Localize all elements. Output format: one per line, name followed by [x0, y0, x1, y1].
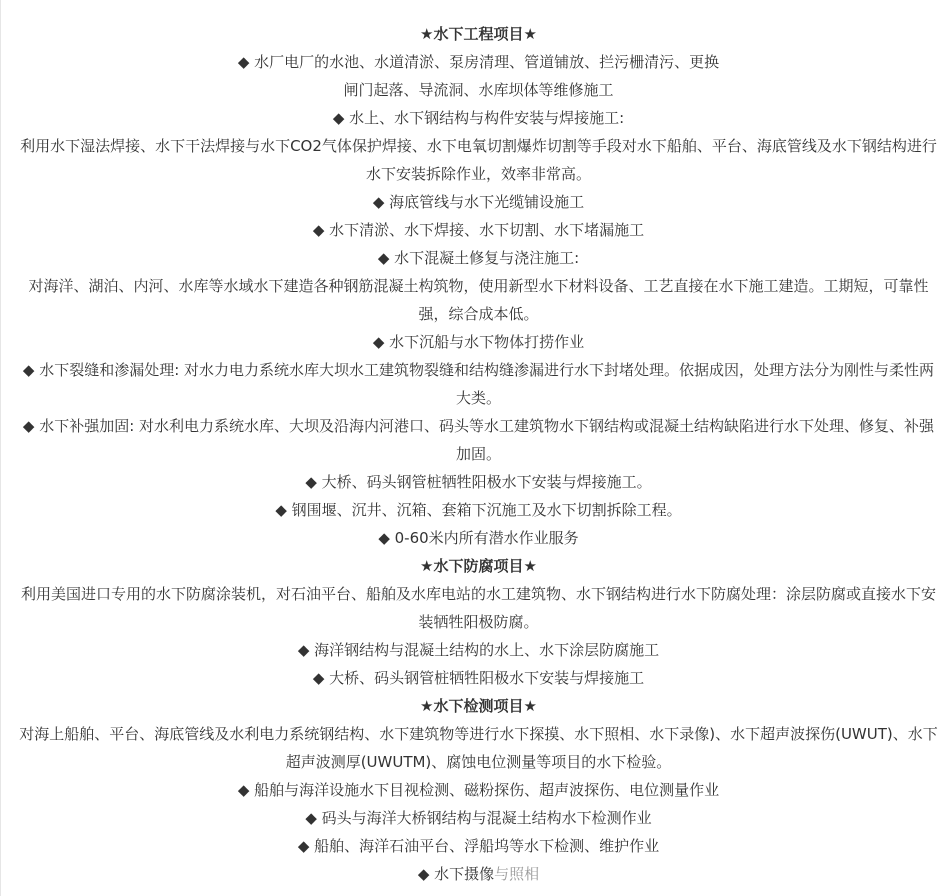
inspection-item-4 — [19, 860, 938, 888]
inspection-item-2: ◆ 码头与海洋大桥钢结构与混凝土结构水下检测作业 — [305, 809, 652, 827]
engineering-item-1: ◆ 水厂电厂的水池、水道清淤、泵房清理、管道铺放、拦污栅清污、更换 — [237, 53, 720, 71]
engineering-item-2-description: 利用水下湿法焊接、水下干法焊接与水下CO2气体保护焊接、水下电氧切割爆炸切割等手段对水下船舶、平台、海底管线及水下钢结构进行水下安装拆除作业，效率非常高。 — [20, 137, 937, 183]
engineering-item-2: ◆ 水上、水下钢结构与构件安装与焊接施工: — [332, 109, 625, 127]
engineering-item-11: ◆ 0-60米内所有潜水作业服务 — [378, 529, 579, 547]
section-title-underwater-anticorrosion: ★水下防腐项目★ — [420, 557, 537, 575]
inspection-description: 对海上船舶、平台、海底管线及水利电力系统钢结构、水下建筑物等进行水下探摸、水下照相、水下录像)、水下超声波探伤(UWUT)、水下超声波测厚(UWUTM)、腐蚀电位测量等项目的水下检验。 — [19, 725, 938, 771]
engineering-item-10: ◆ 钢围堰、沉井、沉箱、套箱下沉施工及水下切割拆除工程。 — [275, 501, 682, 519]
engineering-item-5-description: 对海洋、湖泊、内河、水库等水域水下建造各种钢筋混凝土构筑物，使用新型水下材料设备、工艺直接在水下施工建造。工期短，可靠性强，综合成本低。 — [28, 277, 929, 323]
engineering-item-7: ◆ 水下裂缝和渗漏处理: 对水力电力系统水库大坝水工建筑物裂缝和结构缝渗漏进行水下封堵处理。依据成因，处理方法分为刚性与柔性两大类。 — [22, 361, 935, 407]
engineering-item-9: ◆ 大桥、码头钢管桩牺牲阳极水下安装与焊接施工。 — [305, 473, 652, 491]
inspection-item-3: ◆ 船舶、海洋石油平台、浮船坞等水下检测、维护作业 — [297, 837, 660, 855]
anticorrosion-item-1: ◆ 海洋钢结构与混凝土结构的水上、水下涂层防腐施工 — [297, 641, 660, 659]
engineering-item-5: ◆ 水下混凝土修复与浇注施工: — [377, 249, 580, 267]
inspection-item-1: ◆ 船舶与海洋设施水下目视检测、磁粉探伤、超声波探伤、电位测量作业 — [237, 781, 720, 799]
anticorrosion-item-2: ◆ 大桥、码头钢管桩牺牲阳极水下安装与焊接施工 — [312, 669, 645, 687]
section-title-underwater-inspection: ★水下检测项目★ — [420, 697, 537, 715]
engineering-item-8: ◆ 水下补强加固: 对水利电力系统水库、大坝及沿海内河港口、码头等水工建筑物水下钢结构或混凝土结构缺陷进行水下处理、修复、补强加固。 — [22, 417, 935, 463]
inspection-item-4-prefix: ◆ 水下摄像 — [417, 865, 495, 883]
engineering-item-3: ◆ 海底管线与水下光缆铺设施工 — [372, 193, 585, 211]
section-title-underwater-engineering: ★水下工程项目★ — [420, 25, 537, 43]
inspection-item-4-suffix: 与照相 — [494, 865, 540, 883]
engineering-item-1-continued: 闸门起落、导流洞、水库坝体等维修施工 — [343, 81, 614, 99]
anticorrosion-description: 利用美国进口专用的水下防腐涂装机，对石油平台、船舶及水库电站的水工建筑物、水下钢结构进行水下防腐处理：涂层防腐或直接水下安装牺牲阳极防腐。 — [20, 585, 936, 631]
engineering-item-4: ◆ 水下清淤、水下焊接、水下切割、水下堵漏施工 — [312, 221, 645, 239]
engineering-item-6: ◆ 水下沉船与水下物体打捞作业 — [372, 333, 585, 351]
article-content — [1, 0, 946, 888]
